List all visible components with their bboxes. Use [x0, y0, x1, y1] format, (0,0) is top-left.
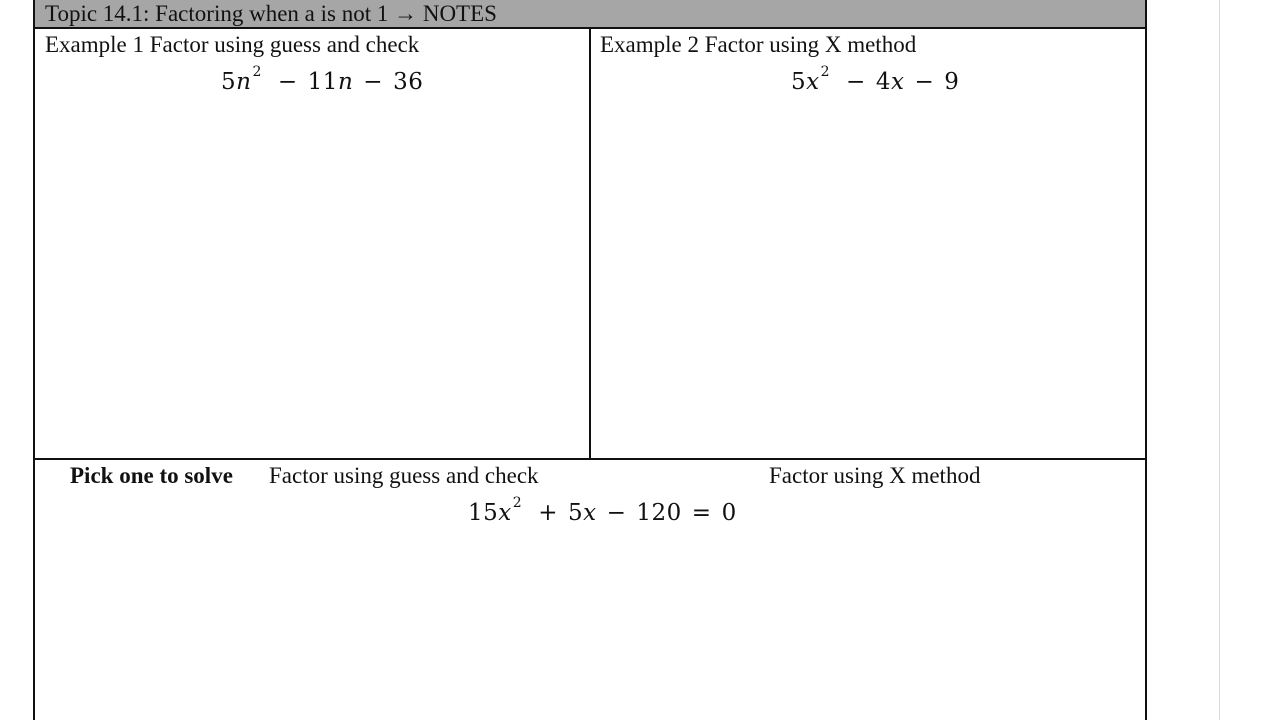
example-2-label: Example 2 Factor using X method	[600, 32, 917, 57]
practice-right-hand-side: 0	[721, 500, 737, 526]
example-2-term-3: 9	[944, 69, 960, 95]
example-1-operator-2: −	[363, 69, 384, 95]
option-guess-and-check: Factor using guess and check	[269, 463, 539, 488]
example-1-coefficient: 5	[221, 69, 237, 95]
practice-operator-2: −	[606, 500, 627, 526]
header-bar	[35, 0, 1145, 29]
page-title: Topic 14.1: Factoring when a is not 1 → NOTES	[45, 1, 497, 26]
example-1-term-2: 11	[307, 69, 338, 95]
example-1-exponent: 2	[252, 64, 262, 80]
practice-cell	[35, 460, 1145, 720]
example-2-cell	[591, 29, 1145, 460]
example-1-expression	[221, 64, 424, 98]
example-1-variable: n	[236, 69, 252, 95]
practice-variable: x	[498, 500, 512, 526]
practice-term-2-variable: x	[583, 500, 597, 526]
practice-equals-sign: =	[691, 500, 712, 526]
example-2-operator-1: −	[846, 69, 866, 95]
example-1-term-3: 36	[393, 69, 424, 95]
practice-exponent: 2	[512, 495, 523, 511]
example-2-term-2: 4	[875, 69, 891, 95]
practice-operator-1: +	[538, 500, 558, 526]
example-2-variable: x	[806, 69, 820, 95]
example-2-exponent: 2	[820, 64, 831, 80]
practice-equation	[468, 495, 737, 529]
example-2-expression	[791, 64, 960, 98]
practice-term-3: 120	[636, 500, 682, 526]
example-2-coefficient: 5	[791, 69, 807, 95]
pick-one-label: Pick one to solve	[70, 463, 233, 488]
example-2-operator-2: −	[914, 69, 935, 95]
practice-term-2: 5	[567, 500, 584, 526]
example-1-label: Example 1 Factor using guess and check	[45, 32, 420, 57]
page-edge-divider	[1219, 0, 1220, 720]
option-x-method: Factor using X method	[769, 463, 981, 488]
example-2-term-2-variable: x	[890, 69, 905, 95]
example-1-operator-1: −	[277, 69, 298, 95]
example-1-cell	[35, 29, 591, 460]
worksheet-table	[33, 0, 1147, 720]
example-1-term-2-variable: n	[337, 69, 354, 95]
practice-coefficient: 15	[468, 500, 499, 526]
